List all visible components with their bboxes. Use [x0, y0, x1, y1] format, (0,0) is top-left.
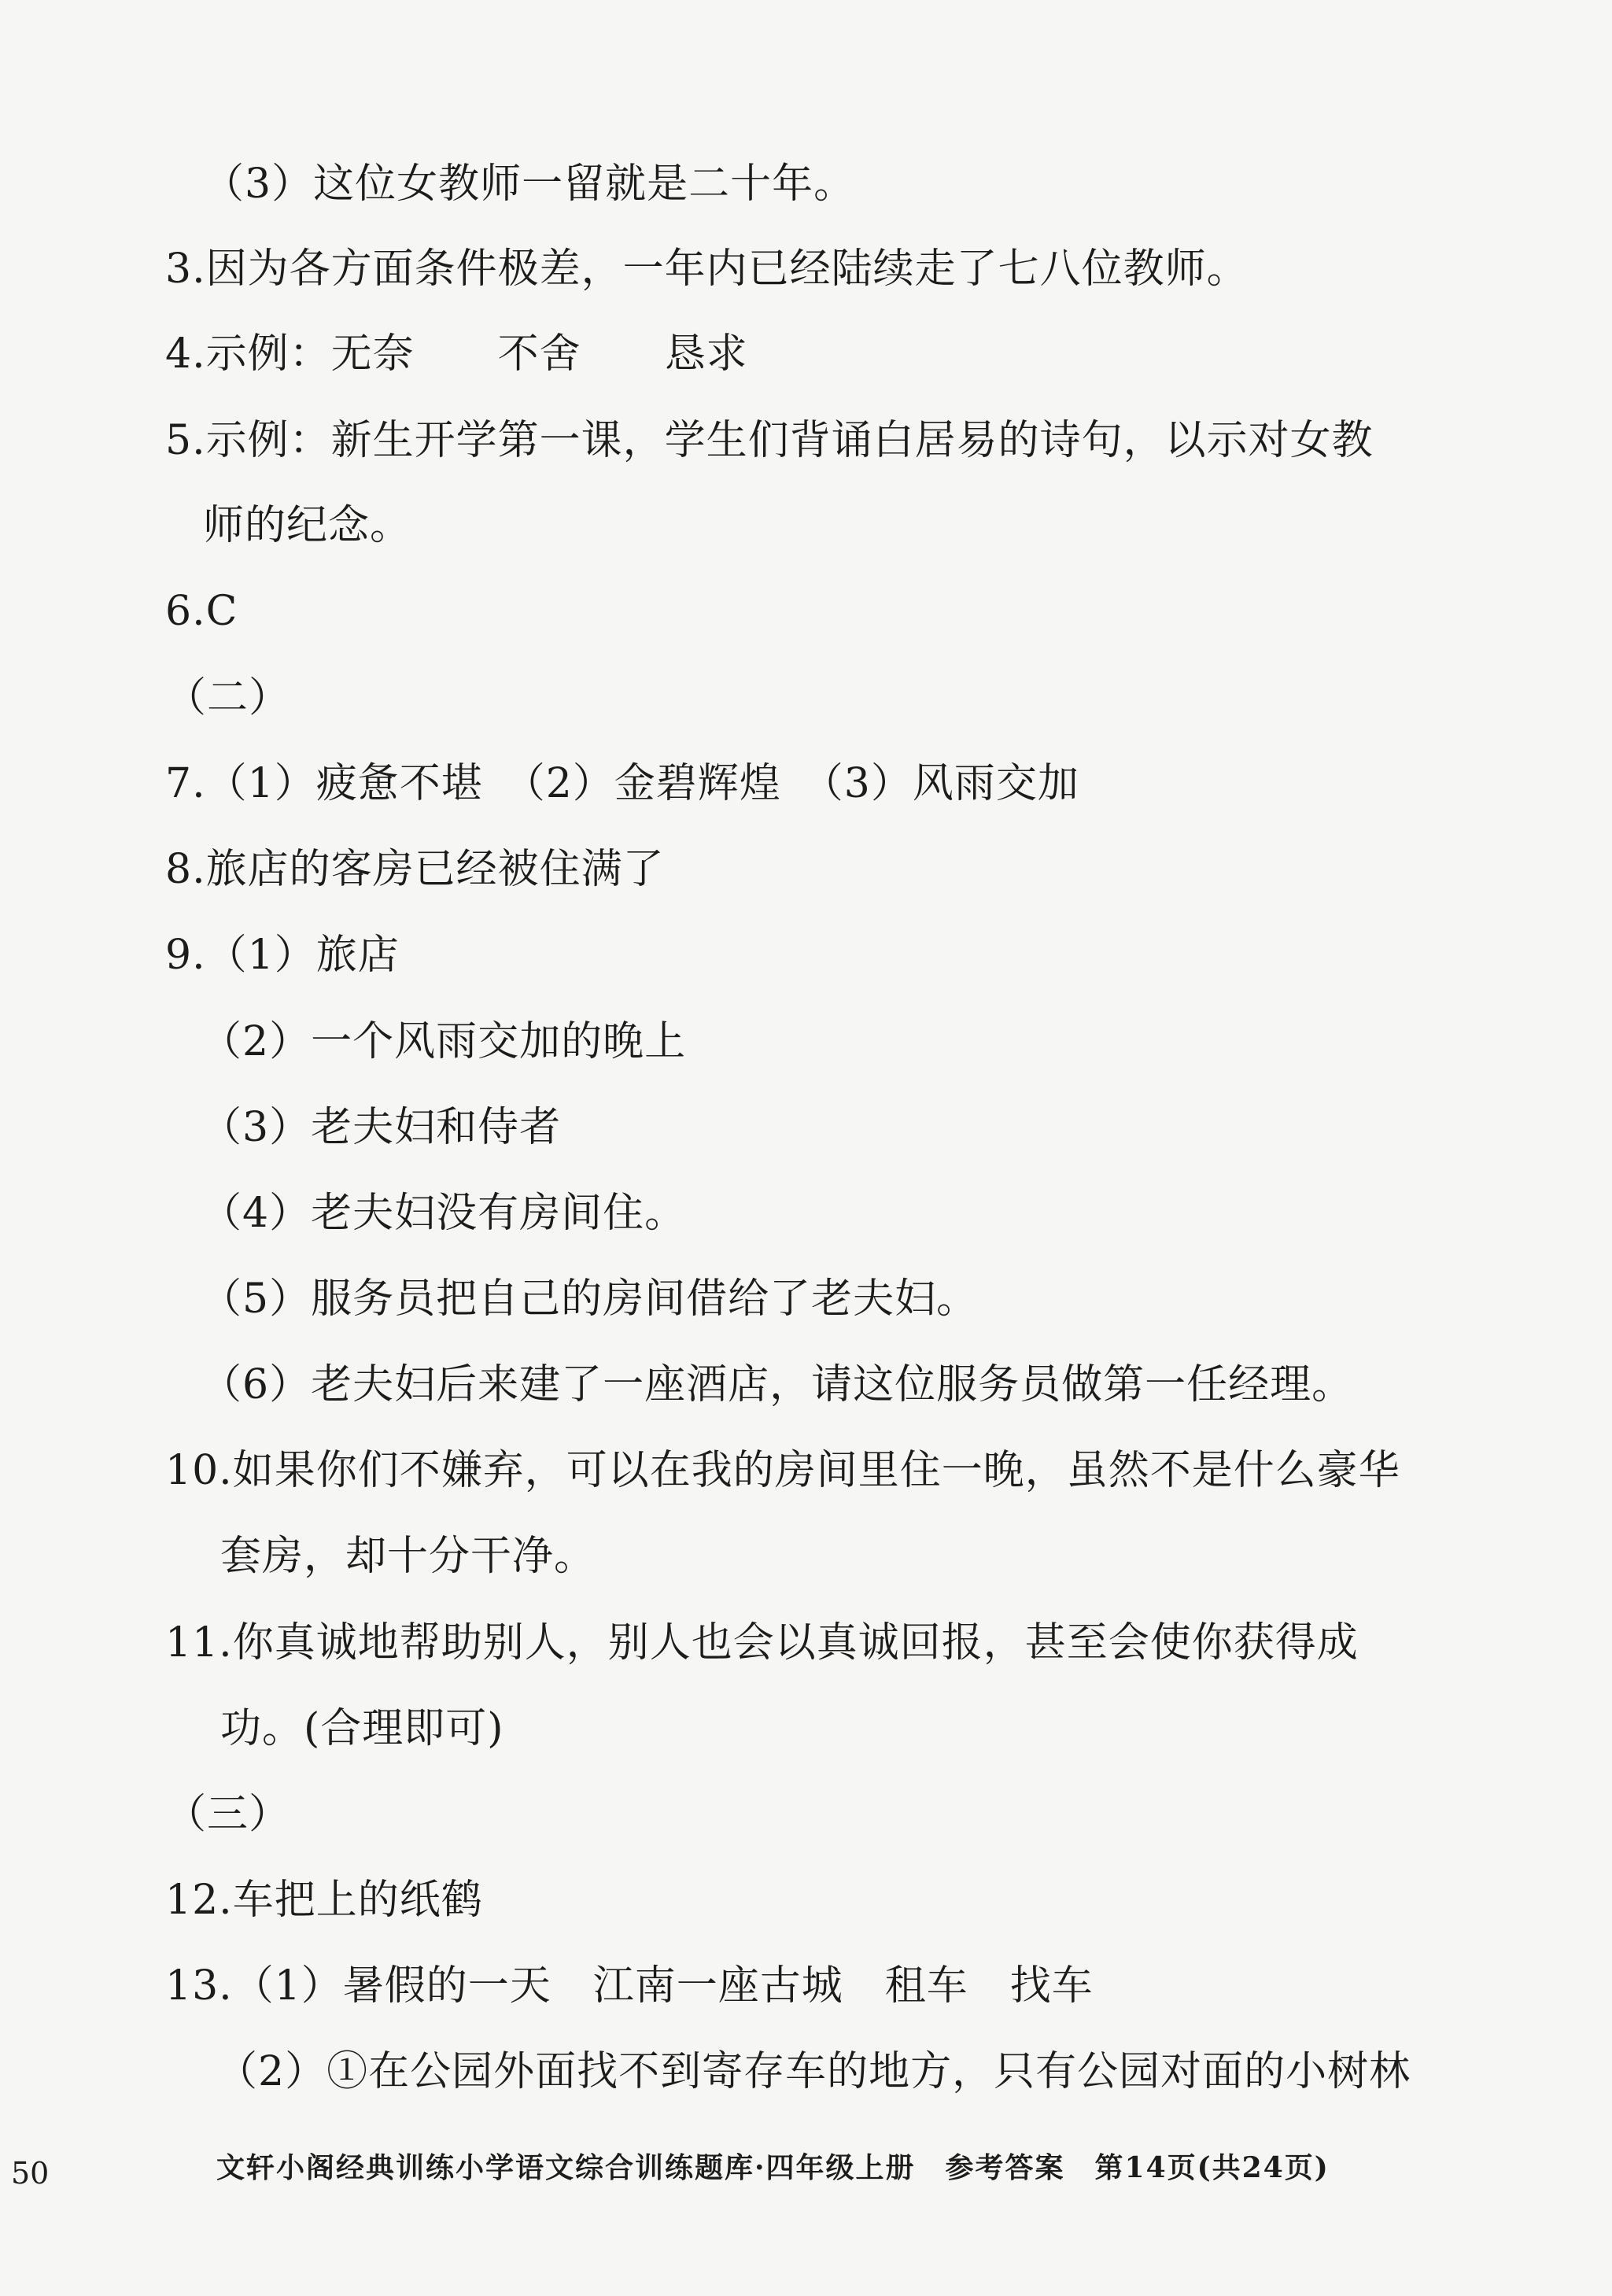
- section-heading: （三）: [165, 1791, 291, 1838]
- answer-line: 12.车把上的纸鹤: [165, 1877, 483, 1924]
- answer-line: 9.（1）旅店: [165, 932, 400, 979]
- answer-line: 10.如果你们不嫌弃，可以在我的房间里住一晚，虽然不是什么豪华: [165, 1447, 1400, 1494]
- answer-line: 功。(合理即可): [220, 1705, 504, 1752]
- answer-line: 6.C: [165, 588, 238, 635]
- answer-line: 师的纪念。: [203, 502, 412, 549]
- answer-line: （3）这位女教师一留就是二十年。: [203, 161, 856, 208]
- footer-book-title: 文轩小阁经典训练小学语文综合训练题库·四年级上册 参考答案 第14页(共24页): [216, 2151, 1330, 2184]
- answer-line: （3）老夫妇和侍者: [201, 1104, 562, 1151]
- answer-line: 7.（1）疲惫不堪 （2）金碧辉煌 （3）风雨交加: [165, 760, 1079, 807]
- section-heading: （二）: [165, 674, 291, 722]
- answer-line: （5）服务员把自己的房间借给了老夫妇。: [201, 1275, 979, 1323]
- answer-line: （6）老夫妇后来建了一座酒店，请这位服务员做第一任经理。: [201, 1361, 1354, 1408]
- answer-line: （4）老夫妇没有房间住。: [201, 1190, 687, 1237]
- page-number: 50: [11, 2156, 50, 2191]
- answer-line: 8.旅店的客房已经被住满了: [165, 846, 665, 893]
- answer-line: （2）①在公园外面找不到寄存车的地方，只有公园对面的小树林: [216, 2048, 1411, 2095]
- answer-line: 套房，却十分干净。: [220, 1533, 596, 1580]
- answer-line: （2）一个风雨交加的晚上: [201, 1018, 687, 1065]
- answer-line: 4.示例：无奈 不舍 恳求: [165, 330, 748, 378]
- answer-line: 3.因为各方面条件极差，一年内已经陆续走了七八位教师。: [165, 245, 1249, 293]
- answer-line: 11.你真诚地帮助别人，别人也会以真诚回报，甚至会使你获得成: [165, 1619, 1359, 1667]
- answer-line: 5.示例：新生开学第一课，学生们背诵白居易的诗句，以示对女教: [165, 417, 1374, 464]
- answer-line: 13.（1）暑假的一天 江南一座古城 租车 找车: [165, 1962, 1094, 2010]
